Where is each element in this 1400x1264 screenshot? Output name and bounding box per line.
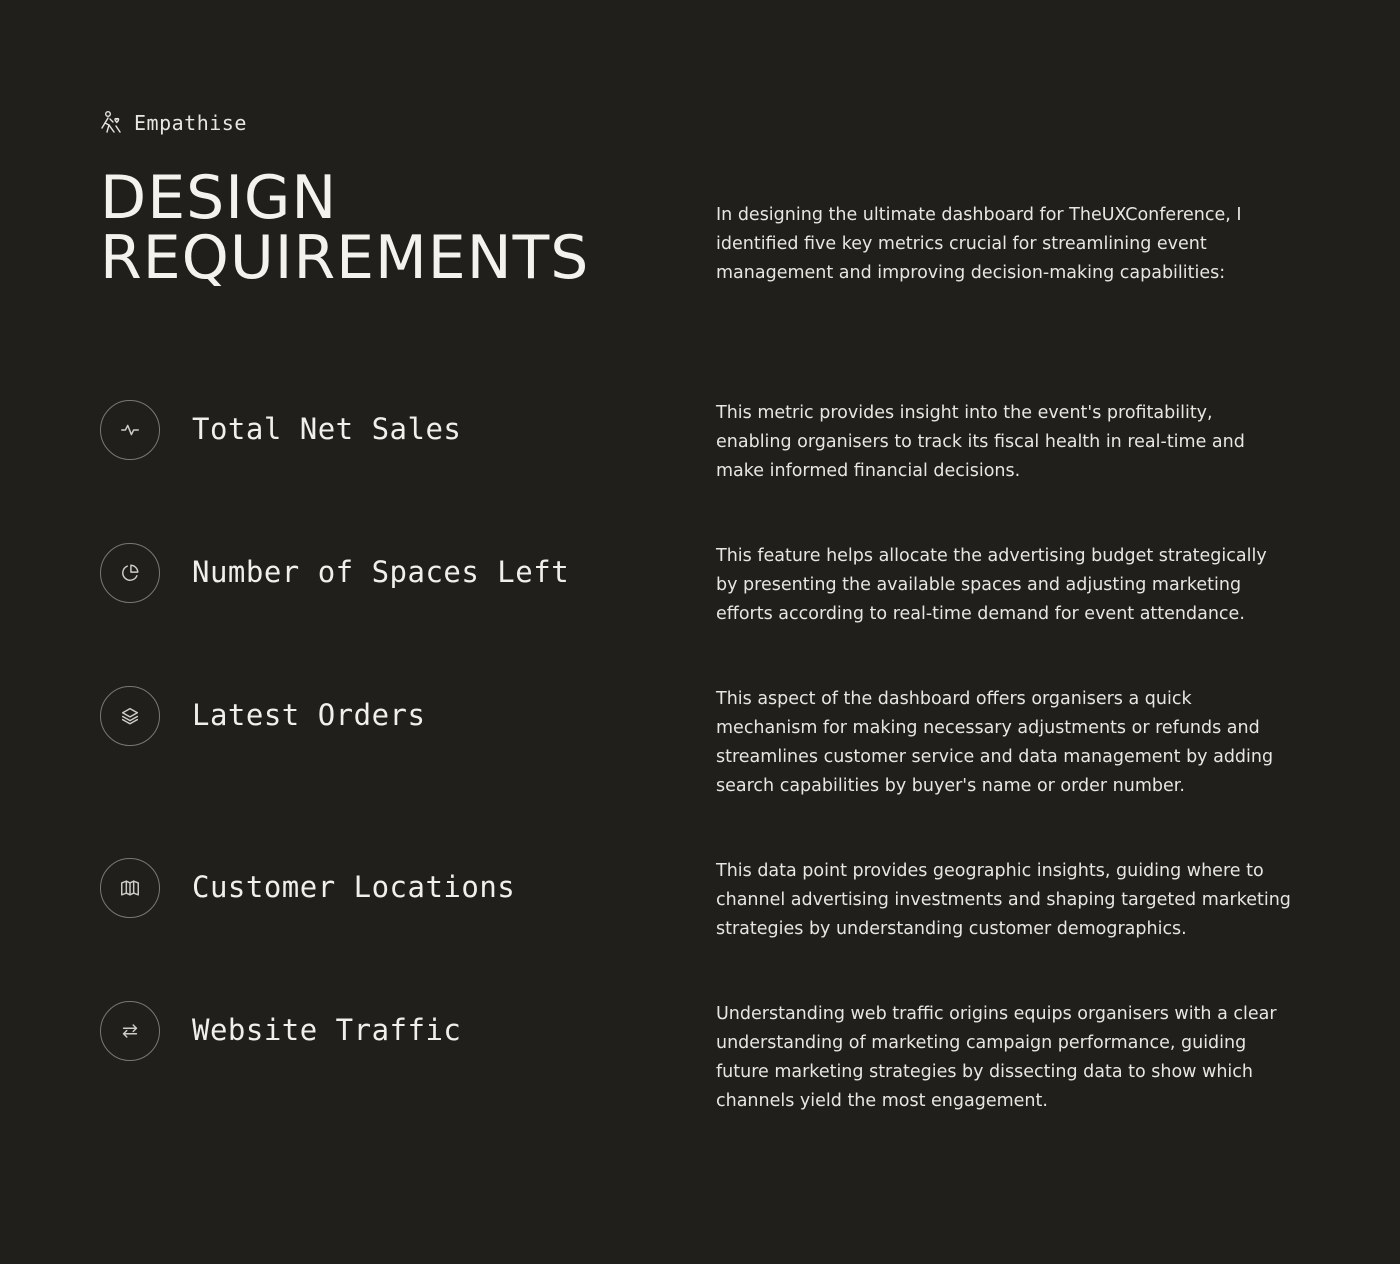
empathy-person-icon bbox=[100, 110, 124, 136]
requirement-title: Website Traffic bbox=[192, 1013, 462, 1047]
page-title bbox=[100, 163, 590, 293]
requirement-icon-circle bbox=[100, 858, 160, 918]
requirement-description: This data point provides geographic insights, guiding where to channel advertising investments and shaping targeted marketing strategies by understanding customer demographics. bbox=[716, 861, 1291, 939]
page-title-line-2: REQUIREMENTS bbox=[100, 223, 590, 293]
pie-chart-icon bbox=[119, 562, 141, 584]
intro-paragraph: In designing the ultimate dashboard for TheUXConference, I identified five key metrics crucial for streamlining event management and improving decision-making capabilities: bbox=[716, 205, 1242, 283]
section-tag bbox=[100, 110, 247, 136]
requirement-icon-circle bbox=[100, 400, 160, 460]
requirement-description: This aspect of the dashboard offers organisers a quick mechanism for making necessary adjustments or refunds and streamlines customer service and data management by adding search capabilities by buyer's name or order number. bbox=[716, 689, 1274, 796]
requirement-description: This metric provides insight into the event's profitability, enabling organisers to track its fiscal health in real-time and make informed financial decisions. bbox=[716, 403, 1245, 481]
requirement-title: Customer Locations bbox=[192, 870, 516, 904]
requirement-title: Latest Orders bbox=[192, 698, 426, 732]
requirement-icon-circle bbox=[100, 686, 160, 746]
section-tag-label: Empathise bbox=[134, 111, 247, 135]
requirement-icon-circle bbox=[100, 1001, 160, 1061]
requirement-description: Understanding web traffic origins equips organisers with a clear understanding of marketing campaign performance, guiding future marketing strategies by dissecting data to show which channels yield the most engagement. bbox=[716, 1004, 1277, 1111]
requirement-icon-circle bbox=[100, 543, 160, 603]
arrows-exchange-icon bbox=[119, 1020, 141, 1042]
requirement-title: Total Net Sales bbox=[192, 412, 462, 446]
map-icon bbox=[119, 877, 141, 899]
layers-icon bbox=[119, 705, 141, 727]
page-title-line-1: DESIGN bbox=[100, 163, 338, 233]
requirement-title: Number of Spaces Left bbox=[192, 555, 570, 589]
activity-pulse-icon bbox=[119, 419, 141, 441]
requirement-description: This feature helps allocate the advertising budget strategically by presenting the available spaces and adjusting marketing efforts according to real-time demand for event attendance. bbox=[716, 546, 1267, 624]
